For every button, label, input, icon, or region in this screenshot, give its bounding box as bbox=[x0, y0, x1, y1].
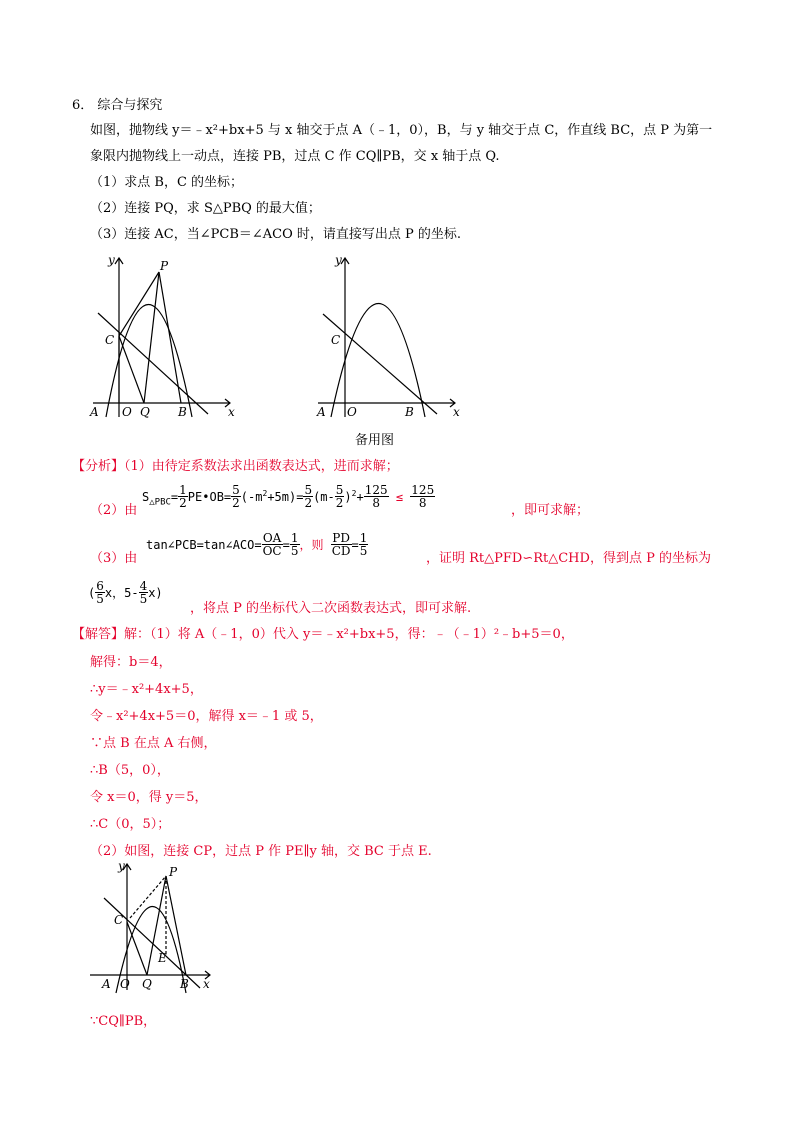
fig2-A-label: A bbox=[317, 405, 326, 419]
fig1-x-label: x bbox=[228, 405, 235, 419]
figure-caption-spare: 备用图 bbox=[355, 433, 395, 448]
fig3-P-label: P bbox=[169, 865, 178, 879]
fig2-B-label: B bbox=[405, 405, 414, 419]
problem-number: 6． bbox=[72, 98, 94, 113]
fig2-C-label: C bbox=[331, 333, 341, 347]
fig2-x-label: x bbox=[453, 405, 460, 419]
analysis-formula-3: tan∠PCB=tan∠ACO= $\frac{OA}{OC}$ = $\frac{1}{5}$ ，则 $\frac{PD}{CD}$ = $\frac{1}{5}$ bbox=[146, 531, 368, 558]
solution-step-5: ∵点 B 在点 A 右侧， bbox=[90, 736, 217, 751]
analysis-text-1: （1）由待定系数法求出函数表达式，进而求解； bbox=[124, 459, 399, 474]
fig2-O-label: O bbox=[347, 405, 357, 419]
fig3-y-label: y bbox=[118, 859, 125, 873]
analysis-line3-prefix: （3）由 bbox=[90, 551, 138, 566]
solution-step-9: （2）如图，连接 CP，过点 P 作 PE∥y 轴，交 BC 于点 E. bbox=[90, 844, 432, 859]
solution-step-1: 解：（1）将 A（﹣1，0）代入 y＝﹣x²+bx+5，得：﹣（﹣1）²﹣b+5＝0， bbox=[124, 627, 574, 642]
fig1-y-label: y bbox=[108, 253, 115, 267]
problem-title: 综合与探究 bbox=[97, 98, 163, 113]
problem-stem-line2: 象限内抛物线上一动点，连接 PB，过点 C 作 CQ∥PB，交 x 轴于点 Q. bbox=[90, 149, 500, 164]
solution-step-6: ∴B（5，0）， bbox=[90, 763, 170, 778]
problem-stem-line1: 如图，抛物线 y＝﹣x²+bx+5 与 x 轴交于点 A（﹣1，0），B，与 y 轴交于点 C，作直线 BC，点 P 为第一 bbox=[90, 123, 713, 138]
fig3-x-label: x bbox=[203, 977, 210, 991]
fig1-A-label: A bbox=[90, 405, 99, 419]
analysis-line2-suffix: ，即可求解； bbox=[511, 503, 590, 518]
fig1-P-label: P bbox=[160, 259, 169, 273]
solution-step-7: 令 x＝0，得 y＝5， bbox=[90, 790, 208, 805]
fig1-O-label: O bbox=[122, 405, 132, 419]
solution-line1 bbox=[72, 626, 574, 644]
fig3-A-label: A bbox=[102, 977, 111, 991]
figure-spare bbox=[313, 252, 473, 422]
analysis-line2 bbox=[90, 502, 137, 520]
fig3-B-label: B bbox=[180, 977, 189, 991]
analysis-line2-prefix: （2）由 bbox=[90, 503, 138, 518]
fig3-O-label: O bbox=[120, 977, 130, 991]
analysis-tag: 【分析】 bbox=[72, 459, 125, 474]
fig1-B-label: B bbox=[178, 405, 187, 419]
fig1-Q-label: Q bbox=[140, 405, 150, 419]
question-2: （2）连接 PQ，求 S△PBQ 的最大值； bbox=[90, 201, 321, 216]
fig2-y-label: y bbox=[335, 253, 342, 267]
question-3: （3）连接 AC，当∠PCB＝∠ACO 时，请直接写出点 P 的坐标. bbox=[90, 227, 462, 242]
solution-step-3: ∴y＝﹣x²+4x+5， bbox=[90, 682, 203, 697]
analysis-line1 bbox=[72, 458, 399, 476]
fig3-Q-label: Q bbox=[142, 977, 152, 991]
solution-step-10: ∵CQ∥PB， bbox=[90, 1014, 157, 1029]
solution-step-4: 令﹣x²+4x+5＝0，解得 x＝﹣1 或 5， bbox=[90, 709, 323, 724]
analysis-line4-suffix: ，将点 P 的坐标代入二次函数表达式，即可求解. bbox=[190, 601, 472, 616]
figure-solution bbox=[90, 858, 220, 998]
solution-step-2: 解得：b＝4， bbox=[90, 655, 172, 670]
question-1: （1）求点 B，C 的坐标； bbox=[90, 175, 244, 190]
analysis-formula-2: $S_{\triangle PBC}=$ $\frac{1}{2}$ PE•OB= $\frac{5}{2}$ $(-m^2+5m)=$ $\frac{5}{2}$ (m- $\frac{5}{2}$ )$^2$+ $\frac{125}{8}$ ≤ $\frac{125}{8}$ bbox=[142, 483, 435, 510]
fig3-C-label: C bbox=[114, 913, 124, 927]
analysis-formula-4: ( $\frac{6}{5}$ x，5- $\frac{4}{5}$ x) bbox=[88, 579, 163, 606]
solution-tag: 【解答】 bbox=[72, 627, 125, 642]
fig1-C-label: C bbox=[105, 333, 115, 347]
problem-heading bbox=[72, 97, 162, 115]
figure-main bbox=[88, 252, 248, 422]
solution-step-8: ∴C（0，5）； bbox=[90, 817, 171, 832]
analysis-line3-suffix: ，证明 Rt△PFD∽Rt△CHD，得到点 P 的坐标为 bbox=[426, 551, 711, 566]
fig3-E-label: E bbox=[158, 951, 167, 965]
